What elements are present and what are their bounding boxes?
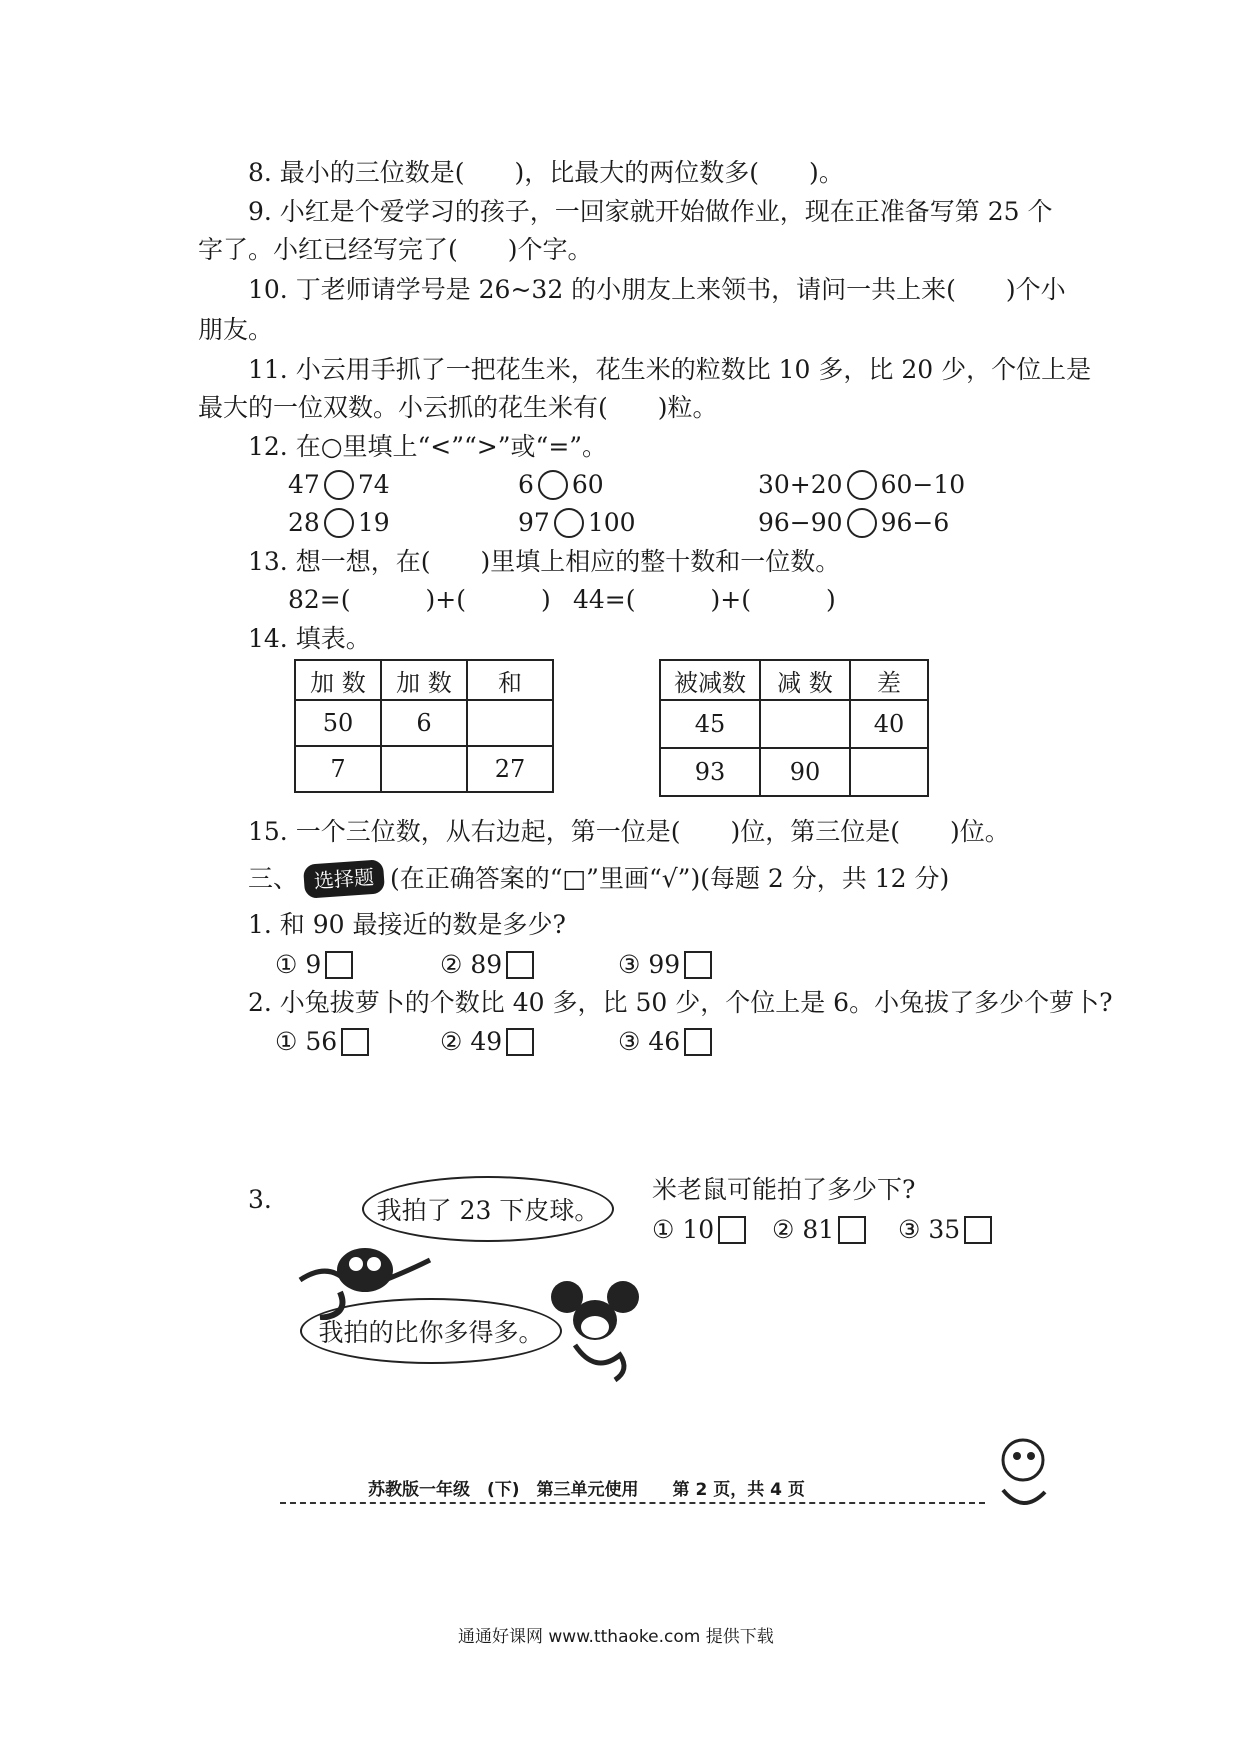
table-header: 差 [850,660,928,700]
speech-bubble-top [362,1176,614,1242]
compare-right: 74 [357,470,390,499]
compare-circle[interactable] [324,508,354,538]
question-11-line-1: 11. 小云用手抓了一把花生米，花生米的粒数比 10 多，比 20 少，个位上是 [248,355,1092,384]
compare-r2c2 [518,508,636,538]
compare-left: 47 [288,470,320,499]
compare-r1c2 [518,470,604,500]
download-notice: 通通好课网 www.tthaoke.com 提供下载 [458,1627,774,1647]
section-prefix: 三、 [248,864,299,893]
table-header: 减 数 [760,660,850,700]
question-9-line-1: 9. 小红是个爱学习的孩子，一回家就开始做作业，现在正准备写第 25 个 [248,197,1053,226]
table-cell: 50 [295,700,381,746]
answer-checkbox[interactable] [341,1028,369,1056]
section-3-heading [248,862,949,896]
answer-checkbox[interactable] [684,1028,712,1056]
compare-left: 97 [518,508,550,537]
compare-r1c3 [758,470,965,500]
compare-left: 96−90 [758,508,843,537]
answer-checkbox[interactable] [838,1216,866,1244]
question-11-line-2: 最大的一位双数。小云抓的花生米有( )粒。 [198,393,718,422]
page-footer-info: 苏教版一年级 (下) 第三单元使用 第 2 页，共 4 页 [368,1480,805,1500]
answer-checkbox[interactable] [506,951,534,979]
compare-r1c1 [288,470,390,500]
compare-left: 6 [518,470,534,499]
question-12: 12. 在○里填上“<”“>”或“=”。 [248,432,608,461]
question-10-line-1: 10. 丁老师请学号是 26~32 的小朋友上来领书，请问一共上来( )个小 [248,275,1066,304]
option-label: ② 81 [772,1215,835,1244]
table-cell-blank[interactable] [467,700,553,746]
compare-r2c3 [758,508,949,538]
choice-3-option-3 [898,1215,992,1245]
question-13-equation-1: 82=( )+( ) [288,585,551,614]
table-header: 加 数 [381,660,467,700]
compare-right: 96−6 [880,508,950,537]
table-cell: 93 [660,748,760,796]
question-13: 13. 想一想，在( )里填上相应的整十数和一位数。 [248,547,841,576]
question-9-line-2: 字了。小红已经写完了( )个字。 [198,235,593,264]
option-label: ① 56 [275,1027,338,1056]
cat-cartoon-illustration [290,1240,450,1320]
question-15: 15. 一个三位数，从右边起，第一位是( )位，第三位是( )位。 [248,817,1010,846]
table-header: 和 [467,660,553,700]
compare-circle[interactable] [538,470,568,500]
choice-3-option-2 [772,1215,866,1245]
question-8: 8. 最小的三位数是( )，比最大的两位数多( )。 [248,158,844,187]
compare-right: 100 [587,508,636,537]
corner-cartoon-icon [985,1420,1055,1520]
choice-3-question: 米老鼠可能拍了多少下? [652,1175,916,1204]
table-cell: 40 [850,700,928,748]
choice-1-option-3 [618,950,712,980]
option-label: ② 89 [440,950,503,979]
addition-table [294,659,554,793]
section-instruction: (在正确答案的“□”里画“√”)(每题 2 分，共 12 分) [390,864,950,893]
option-label: ① 10 [652,1215,715,1244]
question-14: 14. 填表。 [248,624,371,653]
compare-right: 19 [357,508,390,537]
compare-r2c1 [288,508,390,538]
bubble-text: 我拍的比你多得多。 [318,1318,544,1347]
question-13-equation-2: 44=( )+( ) [573,585,836,614]
subtraction-table [659,659,929,797]
compare-left: 28 [288,508,320,537]
choice-3-option-1 [652,1215,746,1245]
option-label: ③ 46 [618,1027,681,1056]
choice-2-option-2 [440,1027,534,1057]
table-cell-blank[interactable] [381,746,467,792]
table-cell: 27 [467,746,553,792]
table-cell: 90 [760,748,850,796]
answer-checkbox[interactable] [325,951,353,979]
option-label: ② 49 [440,1027,503,1056]
compare-right: 60−10 [880,470,966,499]
choice-1-question: 1. 和 90 最接近的数是多少? [248,910,566,939]
table-header: 加 数 [295,660,381,700]
footer-divider [280,1502,985,1504]
bubble-text: 我拍了 23 下皮球。 [376,1196,600,1225]
compare-circle[interactable] [847,508,877,538]
choice-3-number: 3. [248,1185,272,1214]
table-cell: 45 [660,700,760,748]
question-10-line-2: 朋友。 [198,315,274,344]
option-label: ③ 35 [898,1215,961,1244]
table-cell-blank[interactable] [850,748,928,796]
mouse-cartoon-illustration [545,1275,655,1385]
compare-circle[interactable] [324,470,354,500]
compare-left: 30+20 [758,470,843,499]
choice-2-option-1 [275,1027,369,1057]
compare-right: 60 [571,470,604,499]
choice-2-option-3 [618,1027,712,1057]
compare-circle[interactable] [554,508,584,538]
table-header: 被减数 [660,660,760,700]
table-cell-blank[interactable] [760,700,850,748]
answer-checkbox[interactable] [506,1028,534,1056]
answer-checkbox[interactable] [684,951,712,979]
choice-1-option-2 [440,950,534,980]
choice-1-option-1 [275,950,353,980]
answer-checkbox[interactable] [964,1216,992,1244]
section-badge: 选择题 [303,859,385,898]
table-cell: 7 [295,746,381,792]
option-label: ③ 99 [618,950,681,979]
answer-checkbox[interactable] [718,1216,746,1244]
choice-2-question: 2. 小兔拔萝卜的个数比 40 多，比 50 少，个位上是 6。小兔拔了多少个萝卜? [248,988,1113,1017]
option-label: ① 9 [275,950,322,979]
compare-circle[interactable] [847,470,877,500]
table-cell: 6 [381,700,467,746]
